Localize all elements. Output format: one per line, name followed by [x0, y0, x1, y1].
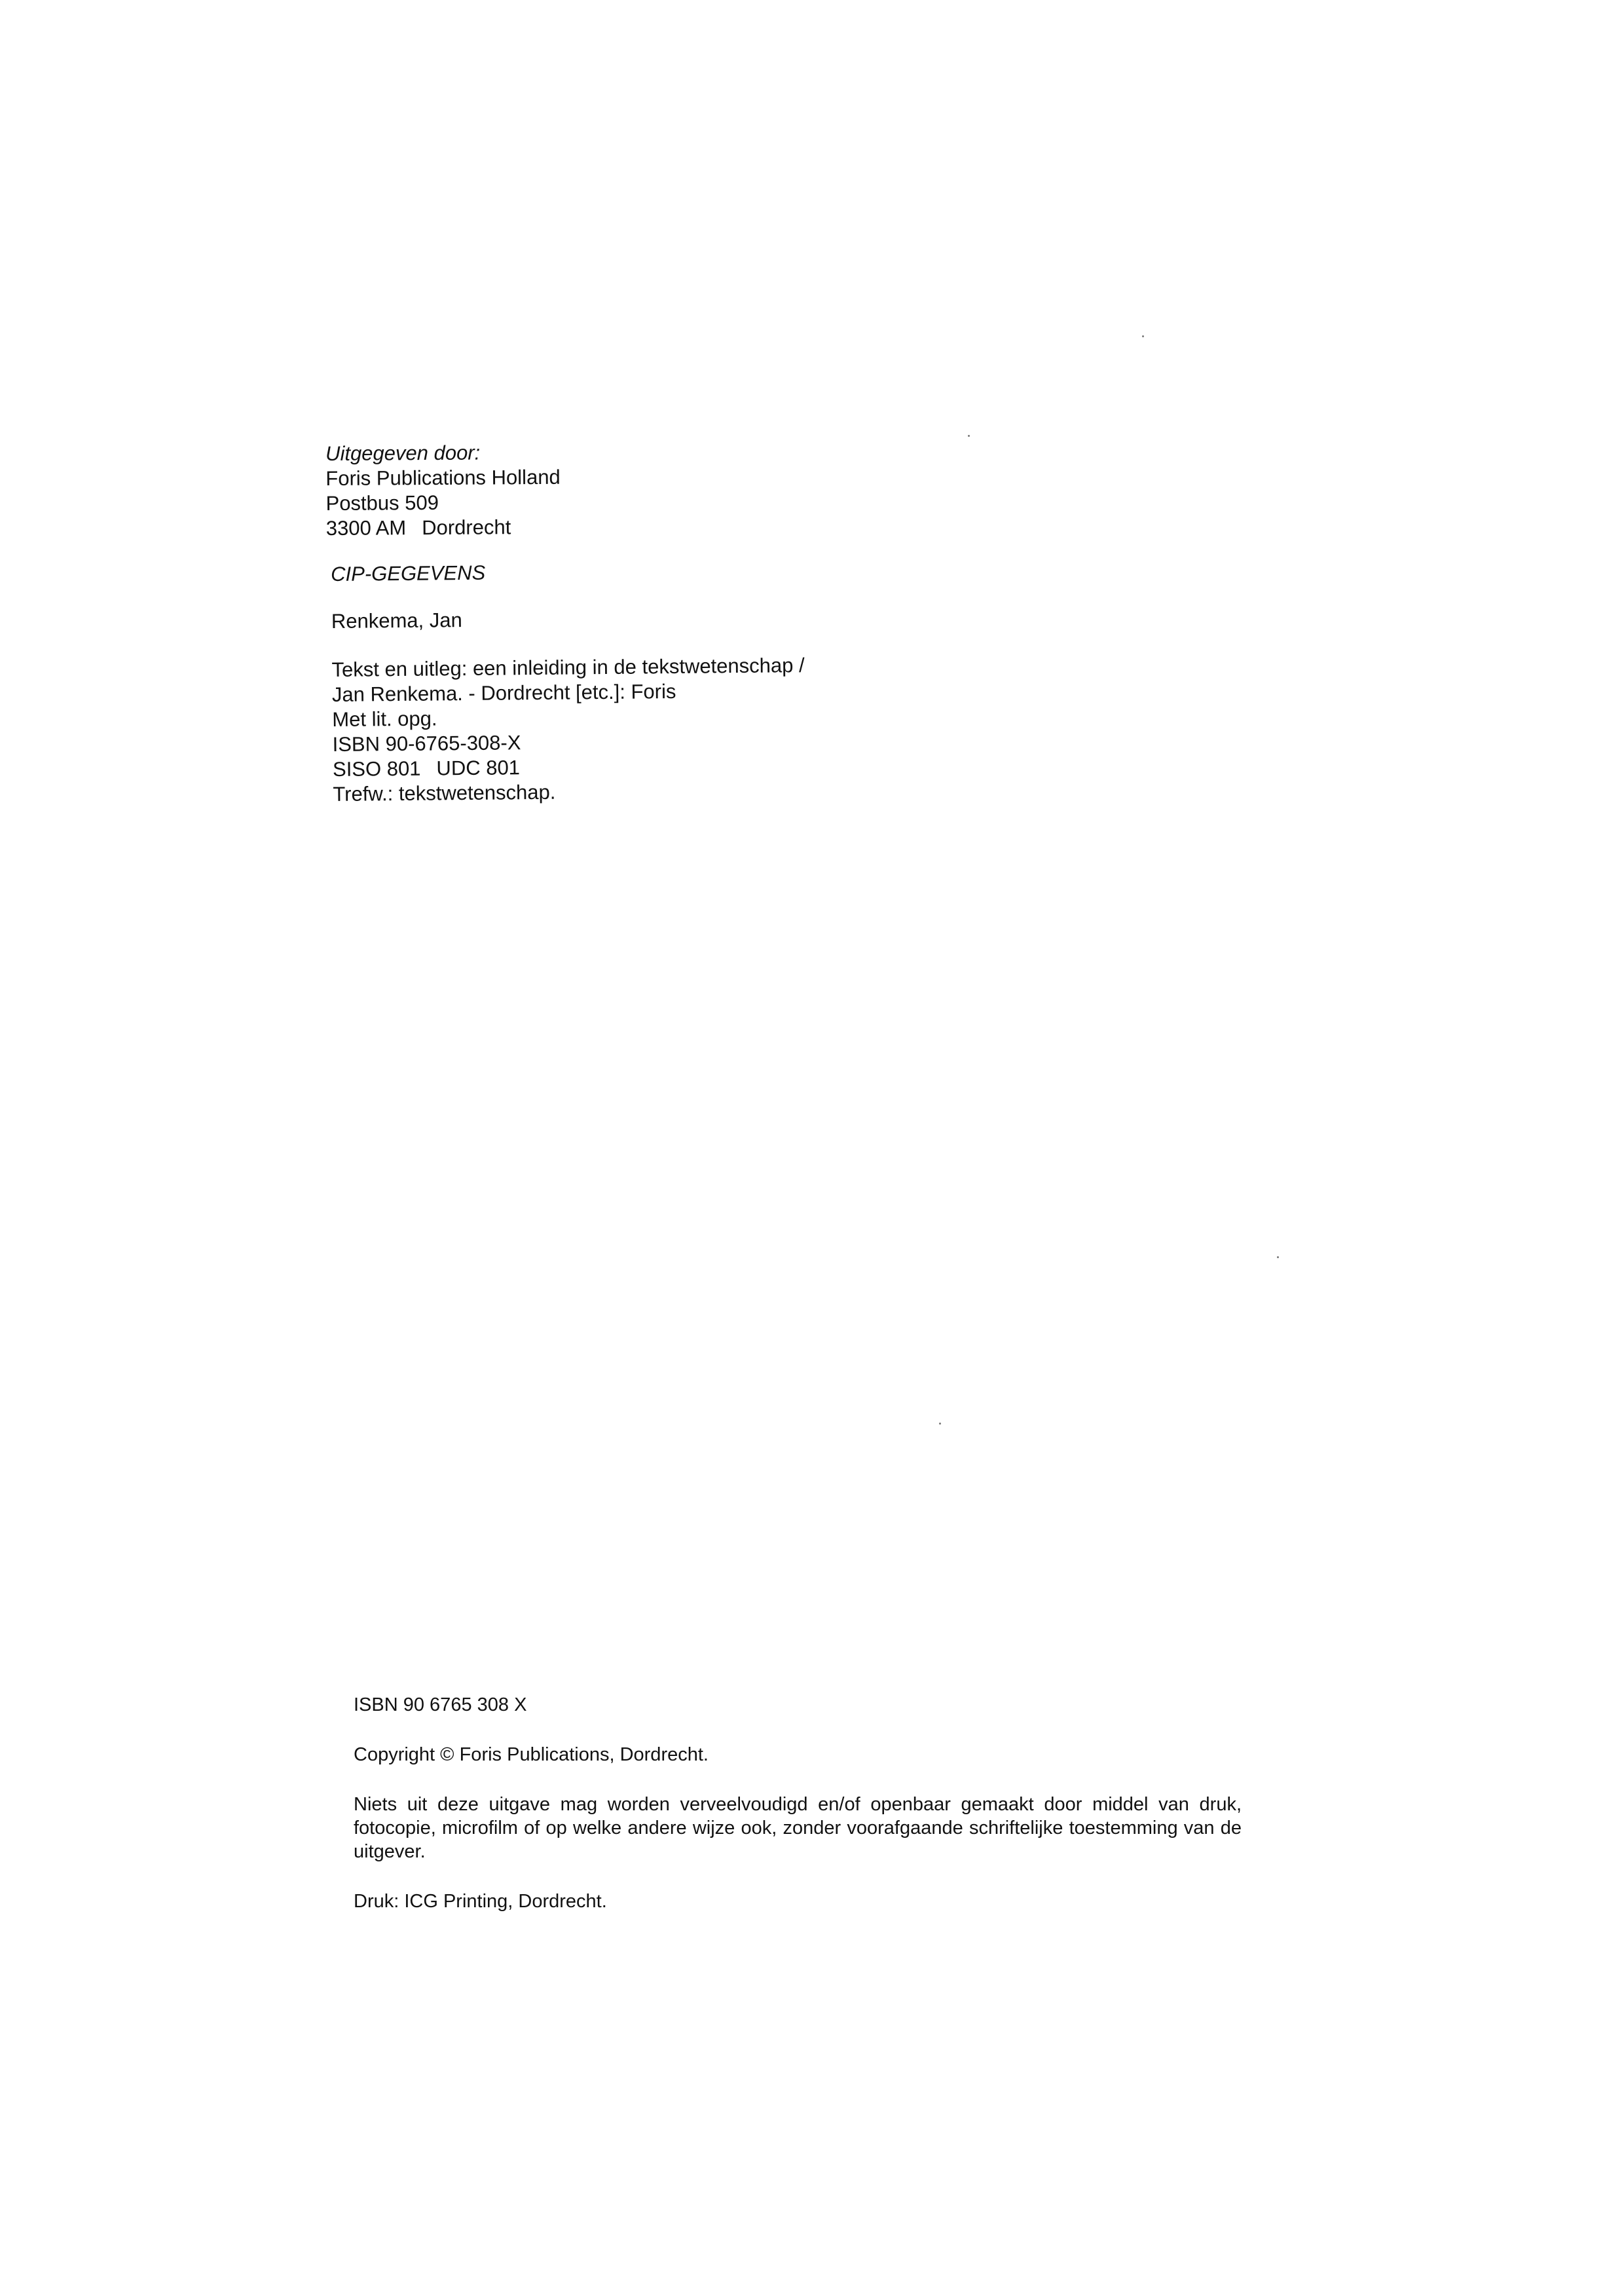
cip-author: Renkema, Jan: [331, 608, 462, 633]
publisher-postbox: Postbus 509: [325, 491, 439, 515]
cip-heading: CIP-GEGEVENS: [331, 561, 486, 586]
publisher-postcode: 3300 AM: [325, 516, 407, 540]
publisher-block: [325, 440, 561, 541]
legal-block: [354, 1693, 1242, 1913]
publisher-city: Dordrecht: [422, 515, 511, 540]
legal-printer: Druk: ICG Printing, Dordrecht.: [354, 1891, 607, 1912]
cip-notes: Met lit. opg.: [332, 707, 437, 731]
cip-block: [331, 557, 806, 807]
cip-isbn: ISBN 90-6765-308-X: [332, 731, 521, 756]
cip-keywords: Trefw.: tekstwetenschap.: [333, 780, 556, 806]
cip-udc: UDC 801: [436, 756, 521, 780]
legal-isbn: ISBN 90 6765 308 X: [354, 1694, 527, 1715]
cip-siso: SISO 801: [332, 756, 421, 781]
scan-speck: [1277, 1256, 1279, 1258]
scan-speck: [1142, 335, 1144, 337]
legal-rights-notice: Niets uit deze uitgave mag worden verveelvoudigd en/of openbaar gemaakt door middel van druk, fotocopie, microfilm of op welke andere wijze ook, zonder voorafgaande schriftelijke toestemming van de uitgever.: [354, 1794, 1242, 1862]
scan-speck: [939, 1423, 941, 1425]
legal-copyright: Copyright © Foris Publications, Dordrecht.: [354, 1744, 709, 1765]
scan-speck: [968, 435, 970, 437]
cip-title-line-1: Tekst en uitleg: een inleiding in de tekstwetenschap /: [331, 654, 805, 681]
publisher-heading: Uitgegeven door:: [325, 441, 481, 465]
publisher-name: Foris Publications Holland: [325, 465, 561, 490]
publisher-address: [326, 515, 561, 541]
cip-title-line-2: Jan Renkema. - Dordrecht [etc.]: Foris: [331, 679, 676, 706]
